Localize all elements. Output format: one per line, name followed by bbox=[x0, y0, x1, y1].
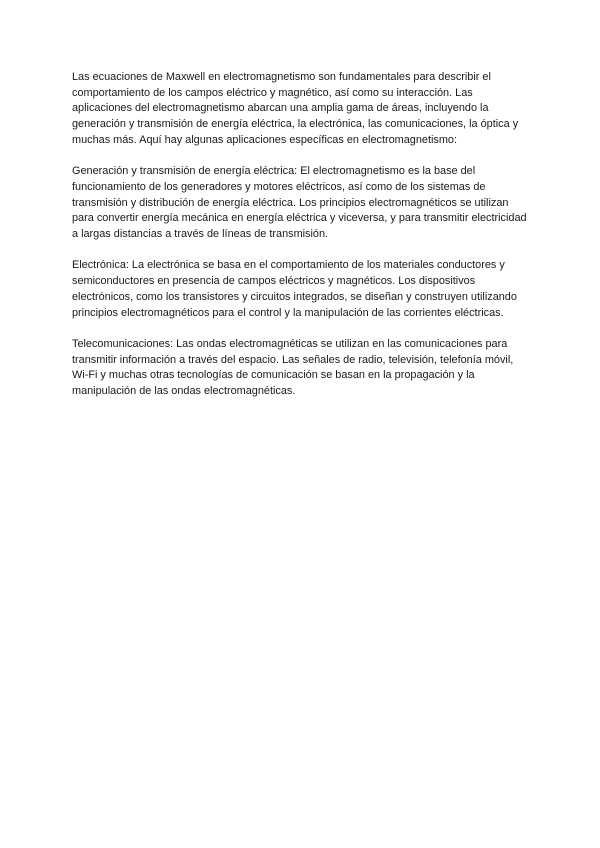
paragraph-intro: Las ecuaciones de Maxwell en electromagnetismo son fundamentales para describir el comportamiento de los campos eléctrico y magnético, así como su interacción. Las aplicaciones del electromagnetismo abarcan una amplia gama de áreas, incluyendo la generación y transmisión de energía eléctrica, la electrónica, las comunicaciones, la óptica y muchas más. Aquí hay algunas aplicaciones específicas en electromagnetismo: bbox=[72, 71, 519, 146]
paragraph-telecommunications: Telecomunicaciones: Las ondas electromagnéticas se utilizan en las comunicaciones para transmitir información a través del espacio. Las señales de radio, televisión, telefonía móvil, Wi-Fi y muchas otras tecnologías de comunicación se basan en la propagación y la manipulación de las ondas electromagnéticas. bbox=[72, 337, 514, 398]
paragraph-electronics: Electrónica: La electrónica se basa en el comportamiento de los materiales conductores y semiconductores en presencia de campos eléctricos y magnéticos. Los dispositivos electrónicos, como los transistores y circuitos integrados, se diseñan y construyen utilizando principios electromagnéticos para el control y la manipulación de las corrientes eléctricas. bbox=[72, 259, 517, 319]
paragraph-energy-generation: Generación y transmisión de energía eléctrica: El electromagnetismo es la base del funcionamiento de los generadores y motores eléctricos, así como de los sistemas de transmisión y distribución de energía eléctrica. Los principios electromagnéticos se utilizan para convertir energía mecánica en energía eléctrica y viceversa, y para transmitir electricidad a largas distancias a través de líneas de transmisión. bbox=[72, 165, 527, 241]
document-body bbox=[72, 70, 532, 415]
